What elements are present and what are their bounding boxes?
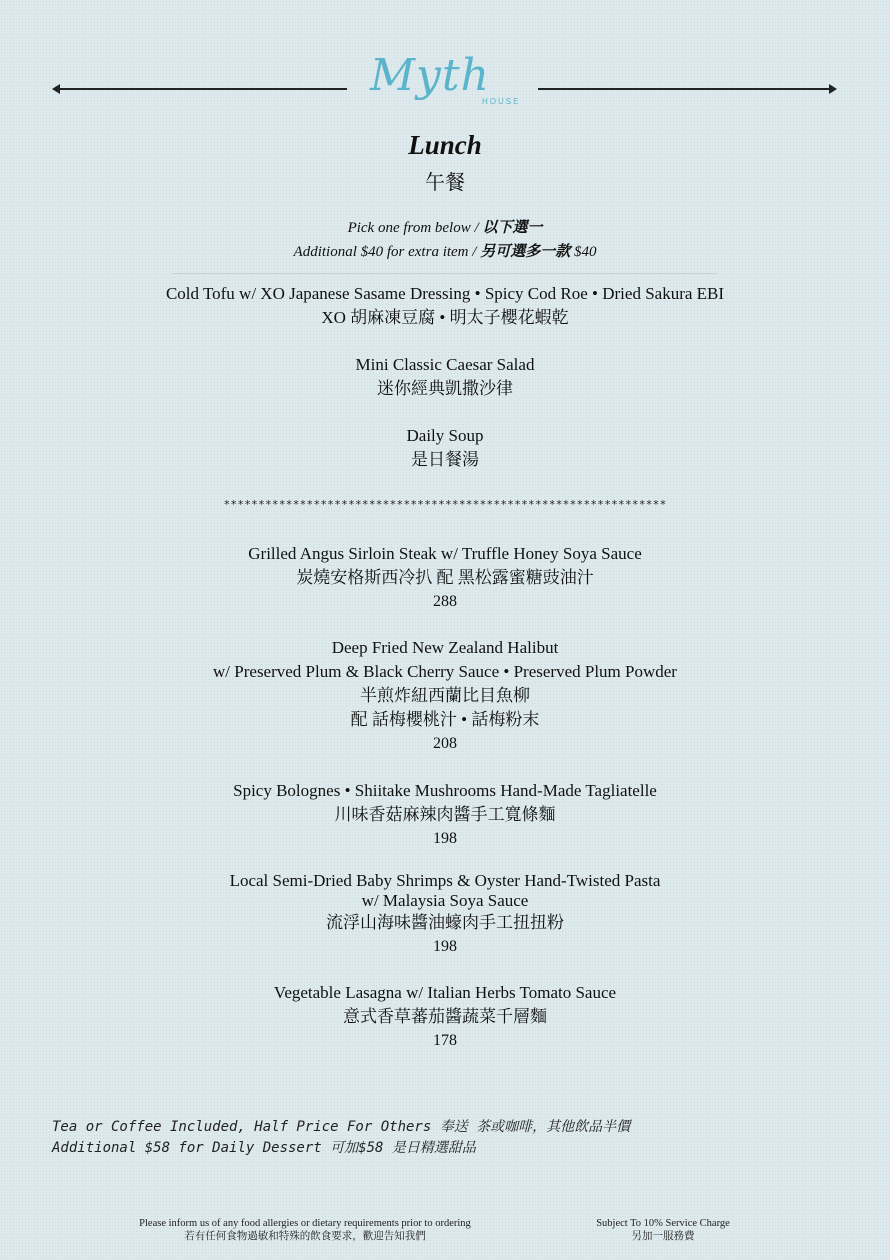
main-item	[0, 779, 890, 851]
dessert-note: Additional $58 for Daily Dessert 可加$58 是日精選甜品	[52, 1140, 476, 1156]
beverage-note: Tea or Coffee Included, Half Price For Others 奉送 茶或咖啡，其他飲品半價	[52, 1119, 631, 1135]
starter-name-en: Daily Soup	[406, 426, 484, 445]
myth-house-logo	[370, 50, 520, 115]
main-name-en: Grilled Angus Sirloin Steak w/ Truffle Honey Soya Sauce	[248, 544, 642, 563]
starter-name-zh: 是日餐湯	[411, 450, 479, 469]
main-price: 208	[433, 735, 457, 752]
starter-item	[0, 353, 890, 401]
main-price: 198	[433, 830, 457, 847]
main-name-zh: 意式香草蕃茄醬蔬菜千層麵	[343, 1007, 547, 1026]
pick-line-2-en: Additional $40 for extra item /	[293, 244, 477, 260]
logo-script: Myth	[370, 50, 490, 101]
pick-line-2-zh: 另可選多一款	[480, 244, 571, 260]
main-name-zh-2: 配 話梅櫻桃汁 • 話梅粉末	[350, 710, 540, 729]
service-charge-en: Subject To 10% Service Charge	[596, 1218, 730, 1229]
main-name-en-2: w/ Malaysia Soya Sauce	[361, 891, 529, 910]
starter-name-zh: 迷你經典凱撒沙律	[377, 379, 513, 398]
starter-item	[0, 282, 890, 330]
service-charge-zh: 另加一服務費	[631, 1231, 695, 1242]
main-name-zh: 半煎炸紐西蘭比目魚柳	[360, 686, 530, 705]
section-rule	[172, 273, 718, 274]
pick-line-1-zh: 以下選一	[482, 220, 543, 236]
main-item	[0, 871, 890, 959]
main-price: 288	[433, 593, 457, 610]
header-arrow-right	[829, 84, 837, 94]
main-item	[0, 542, 890, 614]
allergy-notice-en: Please inform us of any food allergies or dietary requirements prior to ordering	[139, 1218, 471, 1229]
main-price: 198	[433, 938, 457, 955]
main-name-en: Local Semi-Dried Baby Shrimps & Oyster Hand-Twisted Pasta	[229, 871, 661, 890]
pick-line-2	[0, 240, 890, 261]
star-separator: ****************************************************************	[223, 498, 667, 511]
menu-title: Lunch	[408, 130, 482, 160]
starter-item	[0, 424, 890, 472]
service-charge-notice	[570, 1217, 756, 1243]
pick-line-2-price: $40	[573, 244, 597, 260]
allergy-notice	[100, 1217, 510, 1243]
main-name-en: Deep Fried New Zealand Halibut	[331, 638, 559, 657]
pick-line-1-en: Pick one from below /	[347, 220, 479, 236]
main-name-en: Spicy Bolognes • Shiitake Mushrooms Hand-Made Tagliatelle	[233, 781, 657, 800]
main-name-zh: 川味香菇麻辣肉醬手工寬條麵	[334, 805, 556, 824]
starter-name-zh: XO 胡麻凍豆腐 • 明太子櫻花蝦乾	[321, 308, 569, 327]
starter-name-en: Cold Tofu w/ XO Japanese Sasame Dressing • Spicy Cod Roe • Dried Sakura EBI	[165, 284, 725, 303]
main-item	[0, 981, 890, 1053]
main-name-zh: 流浮山海味醬油蠔肉手工扭扭粉	[326, 913, 564, 932]
starter-name-en: Mini Classic Caesar Salad	[355, 355, 535, 374]
main-name-en: Vegetable Lasagna w/ Italian Herbs Tomato Sauce	[273, 983, 617, 1002]
main-name-zh: 炭燒安格斯西冷扒 配 黑松露蜜糖豉油汁	[296, 568, 594, 587]
allergy-notice-zh: 若有任何食物過敏和特殊的飲食要求，歡迎告知我們	[184, 1231, 426, 1242]
logo-subtext: HOUSE	[482, 97, 521, 106]
main-name-en-2: w/ Preserved Plum & Black Cherry Sauce • Preserved Plum Powder	[213, 662, 677, 681]
pick-line-1	[0, 216, 890, 237]
header-divider-left	[57, 88, 347, 90]
main-item	[0, 636, 890, 756]
menu-title-zh: 午餐	[425, 172, 465, 194]
header-divider-right	[538, 88, 831, 90]
main-price: 178	[433, 1032, 457, 1049]
